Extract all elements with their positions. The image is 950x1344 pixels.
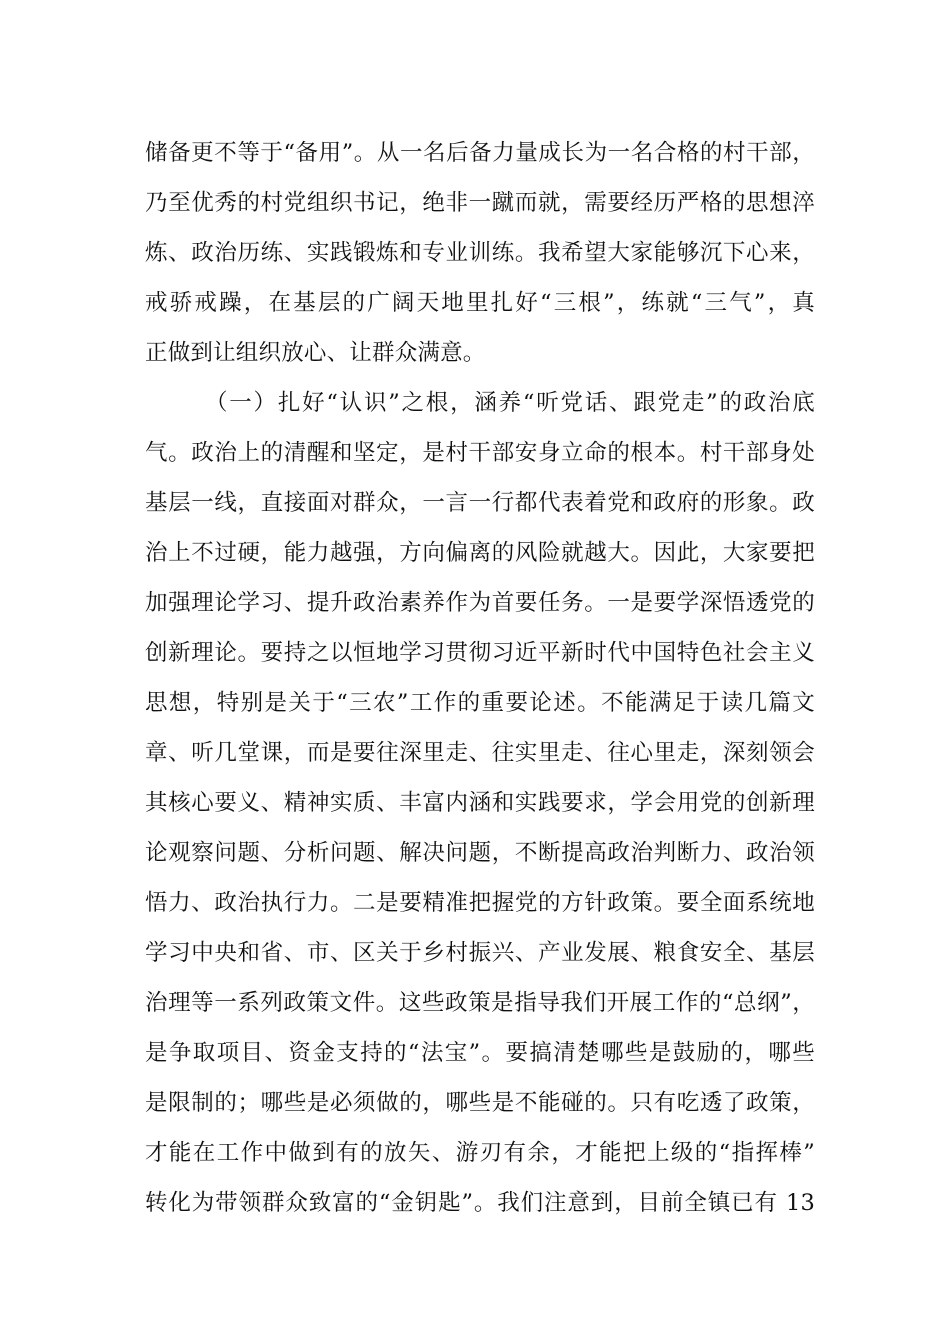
text-line: 基层一线，直接面对群众，一言一行都代表着党和政府的形象。政 <box>145 490 815 516</box>
text-line: 创新理论。要持之以恒地学习贯彻习近平新时代中国特色社会主义 <box>145 640 815 666</box>
text-line: 戒骄戒躁，在基层的广阔天地里扎好“三根”，练就“三气”，真 <box>145 290 815 316</box>
text-line: 思想，特别是关于“三农”工作的重要论述。不能满足于读几篇文 <box>145 690 815 716</box>
text-line: 悟力、政治执行力。二是要精准把握党的方针政策。要全面系统地 <box>145 890 815 916</box>
text-line: 储备更不等于“备用”。从一名后备力量成长为一名合格的村干部， <box>145 140 815 166</box>
section-heading-line: （一）扎好“认识”之根，涵养“听党话、跟党走”的政治底 <box>205 390 815 416</box>
text-line: 转化为带领群众致富的“金钥匙”。我们注意到，目前全镇已有 13 <box>145 1190 815 1216</box>
body-text <box>145 128 815 1228</box>
text-line: 气。政治上的清醒和坚定，是村干部安身立命的根本。村干部身处 <box>145 440 815 466</box>
text-line: 加强理论学习、提升政治素养作为首要任务。一是要学深悟透党的 <box>145 590 815 616</box>
text-line: 学习中央和省、市、区关于乡村振兴、产业发展、粮食安全、基层 <box>145 940 815 966</box>
text-line: 治理等一系列政策文件。这些政策是指导我们开展工作的“总纲”， <box>145 990 815 1016</box>
text-line: 章、听几堂课，而是要往深里走、往实里走、往心里走，深刻领会 <box>145 740 815 766</box>
text-line: 是争取项目、资金支持的“法宝”。要搞清楚哪些是鼓励的，哪些 <box>145 1040 815 1066</box>
text-line: 论观察问题、分析问题、解决问题，不断提高政治判断力、政治领 <box>145 840 815 866</box>
text-line: 是限制的；哪些是必须做的，哪些是不能碰的。只有吃透了政策， <box>145 1090 815 1116</box>
text-line: 其核心要义、精神实质、丰富内涵和实践要求，学会用党的创新理 <box>145 790 815 816</box>
text-line: 炼、政治历练、实践锻炼和专业训练。我希望大家能够沉下心来， <box>145 240 815 266</box>
text-line: 正做到让组织放心、让群众满意。 <box>145 340 486 366</box>
text-line: 才能在工作中做到有的放矢、游刃有余，才能把上级的“指挥棒” <box>145 1140 815 1166</box>
text-line: 乃至优秀的村党组织书记，绝非一蹴而就，需要经历严格的思想淬 <box>145 190 815 216</box>
text-line: 治上不过硬，能力越强，方向偏离的风险就越大。因此，大家要把 <box>145 540 815 566</box>
